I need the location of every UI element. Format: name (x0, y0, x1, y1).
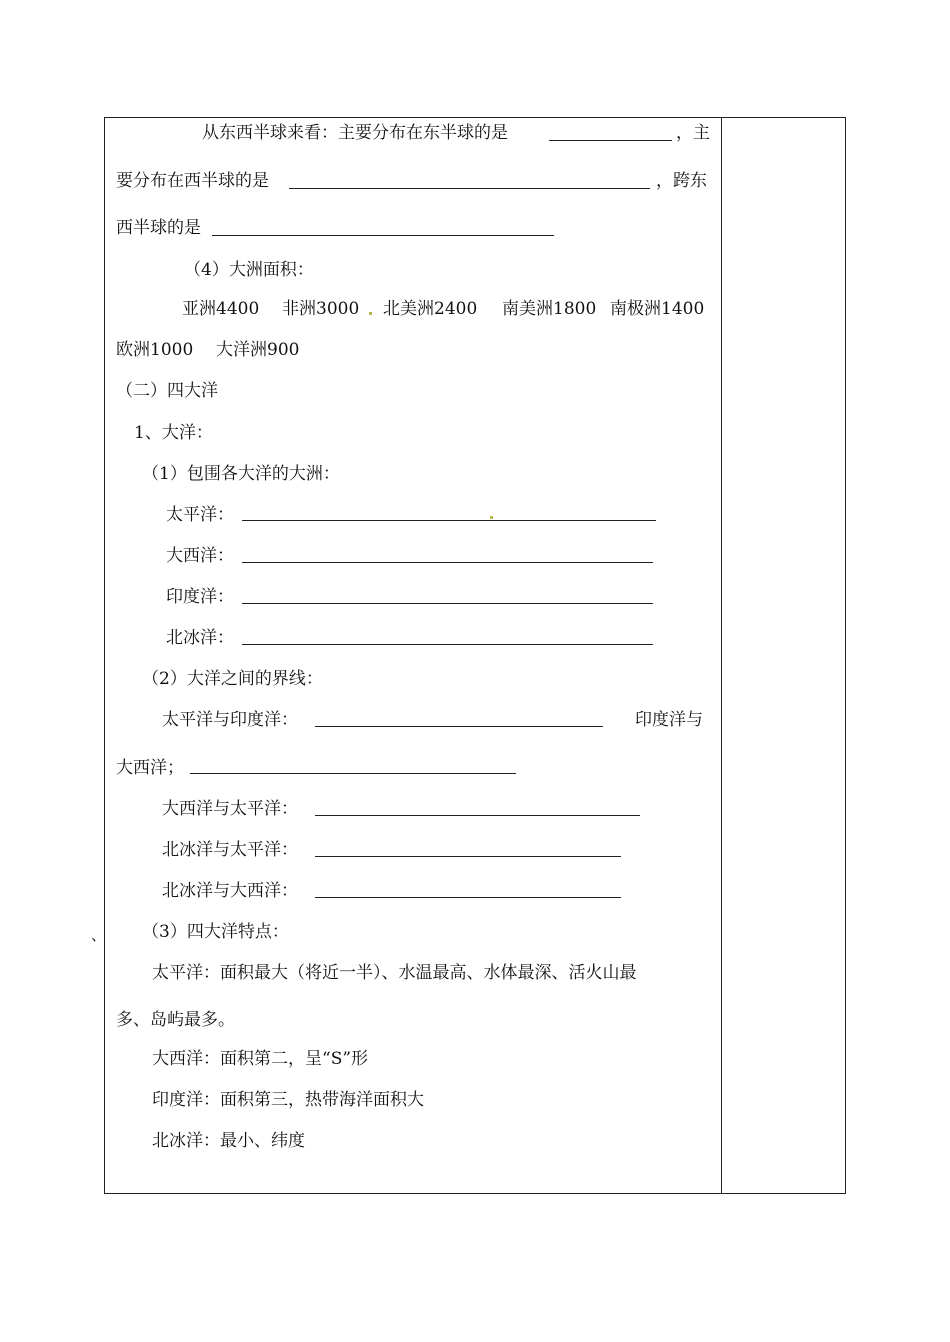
feature-atlantic: 大西洋：面积第二，呈“S”形 (152, 1049, 369, 1069)
answer-blank-atlantic[interactable] (242, 562, 653, 563)
stray-dot (369, 312, 372, 315)
boundary-arctic-pacific-label: 北冰洋与太平洋： (162, 840, 298, 860)
answer-blank-west[interactable] (289, 188, 650, 189)
feature-indian: 印度洋：面积第三，热带海洋面积大 (152, 1090, 424, 1110)
subsection-oceans: 1、大洋： (134, 423, 213, 443)
answer-blank-atlantic-pacific[interactable] (315, 815, 640, 816)
column-divider (721, 118, 722, 1193)
feature-pacific-line-2: 多、岛屿最多。 (116, 1010, 235, 1030)
boundary-atlantic-pacific-label: 大西洋与太平洋： (162, 799, 298, 819)
boundary-indian-atlantic-head: 印度洋与 (635, 710, 703, 730)
boundary-pacific-indian-label: 太平洋与印度洋： (162, 710, 298, 730)
stray-punctuation-mark: 、 (91, 926, 107, 944)
ocean-label-indian: 印度洋： (166, 587, 234, 607)
ocean-label-pacific: 太平洋： (166, 505, 234, 525)
area-item-north-america: 北美洲2400 (383, 299, 478, 319)
hemisphere-line-1: 从东西半球来看：主要分布在东半球的是 (202, 123, 508, 143)
section-four-oceans: （二）四大洋 (116, 381, 218, 401)
hemisphere-line-2: 要分布在西半球的是 (116, 171, 269, 191)
answer-blank-arctic-atlantic[interactable] (315, 897, 621, 898)
answer-blank-east[interactable] (549, 140, 672, 141)
answer-blank-arctic[interactable] (242, 644, 653, 645)
answer-blank-indian-atlantic[interactable] (190, 773, 516, 774)
boundary-arctic-atlantic-label: 北冰洋与大西洋： (162, 881, 298, 901)
answer-blank-arctic-pacific[interactable] (315, 856, 621, 857)
area-item-africa: 非洲3000 (282, 299, 360, 319)
area-item-oceania: 大洋洲900 (216, 340, 300, 360)
answer-blank-pacific[interactable] (242, 520, 656, 521)
feature-arctic: 北冰洋：最小、纬度 (152, 1131, 305, 1151)
answer-blank-both[interactable] (212, 235, 554, 236)
area-item-antarctica: 南极洲1400 (610, 299, 705, 319)
answer-blank-pacific-indian[interactable] (315, 726, 603, 727)
ocean-label-atlantic: 大西洋： (166, 546, 234, 566)
hemisphere-line-2-tail: ，跨东 (656, 171, 707, 191)
boundary-indian-atlantic-tail: 大西洋； (116, 758, 184, 778)
question-ocean-features: （3）四大洋特点： (142, 922, 289, 942)
area-item-europe: 欧洲1000 (116, 340, 194, 360)
area-item-south-america: 南美洲1800 (502, 299, 597, 319)
ocean-label-arctic: 北冰洋： (166, 628, 234, 648)
area-heading: （4）大洲面积： (184, 260, 314, 280)
feature-pacific-line-1: 太平洋：面积最大（将近一半）、水温最高、水体最深、活火山最 (152, 963, 637, 983)
hemisphere-line-1-tail: ，主 (676, 123, 710, 143)
question-surrounding-continents: （1）包围各大洋的大洲： (142, 464, 340, 484)
question-ocean-boundaries: （2）大洋之间的界线： (142, 669, 323, 689)
stray-dot (490, 516, 493, 519)
hemisphere-line-3: 西半球的是 (116, 218, 201, 238)
area-item-asia: 亚洲4400 (182, 299, 260, 319)
answer-blank-indian[interactable] (242, 603, 653, 604)
